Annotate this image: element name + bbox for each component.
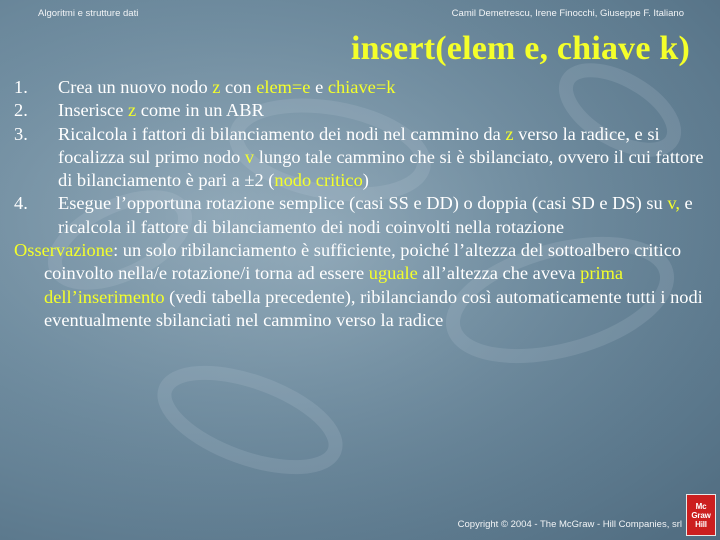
list-number: 1. bbox=[14, 77, 28, 97]
highlight-z: z bbox=[212, 77, 221, 97]
highlight-z: z bbox=[505, 123, 514, 144]
text: Ricalcola i fattori di bilanciamento dei nodi nel cammino da bbox=[58, 123, 506, 144]
list-item-4 bbox=[14, 192, 704, 239]
text: ) bbox=[362, 170, 369, 191]
text: : un solo ribilanciamento è sufficiente, poiché l’altezza del sottoalbero critico coinvolto nella/e rotazione/i torna ad essere bbox=[44, 240, 682, 284]
highlight-v: v, bbox=[667, 193, 680, 214]
header-course-title: Algoritmi e strutture dati bbox=[38, 8, 139, 19]
mcgraw-hill-logo bbox=[686, 494, 716, 536]
footer-copyright: Copyright © 2004 - The McGraw - Hill Companies, srl bbox=[457, 519, 682, 530]
highlight-nodo-critico: nodo critico bbox=[274, 170, 363, 191]
highlight-z: z bbox=[127, 100, 137, 121]
header-authors: Camil Demetrescu, Irene Finocchi, Giuseppe F. Italiano bbox=[451, 8, 684, 19]
text: Esegue l’opportuna rotazione semplice (casi SS e DD) o doppia (casi SD e DS) su bbox=[58, 193, 668, 214]
observation-paragraph bbox=[14, 239, 704, 332]
list-item-2 bbox=[14, 99, 704, 122]
text: e ricalcola il fattore di bilanciamento dei nodi coinvolti nella rotazione bbox=[58, 193, 693, 237]
list-number: 4. bbox=[14, 193, 28, 214]
text: come in un ABR bbox=[136, 100, 264, 121]
logo-text: Hill bbox=[695, 519, 707, 529]
text: e bbox=[310, 77, 328, 97]
highlight-elem: elem=e bbox=[256, 77, 311, 97]
text: verso la radice, e si focalizza sul primo nodo bbox=[58, 123, 660, 167]
slide-body bbox=[14, 76, 704, 332]
logo-text: Mc bbox=[695, 501, 707, 511]
text: all’altezza che aveva bbox=[417, 263, 581, 284]
logo-text: Graw bbox=[691, 510, 711, 520]
list-number: 2. bbox=[14, 100, 28, 121]
text: (vedi tabella precedente), ribilanciando così automaticamente tutti i nodi eventualmente sbilanciati nel cammino verso la radice bbox=[44, 286, 703, 330]
text: lungo tale cammino che si è sbilanciato, ovvero il cui fattore di bilanciamento è pari a ±2 ( bbox=[58, 146, 704, 191]
highlight-v: v bbox=[244, 146, 255, 167]
list-number: 3. bbox=[14, 123, 28, 144]
highlight-chiave: chiave=k bbox=[327, 77, 396, 97]
list-item-3 bbox=[14, 123, 704, 193]
text: con bbox=[220, 77, 257, 97]
highlight-uguale: uguale bbox=[368, 263, 418, 284]
text: Inserisce bbox=[58, 100, 128, 121]
list-item-1 bbox=[14, 76, 704, 99]
observation-label: Osservazione bbox=[14, 240, 114, 261]
slide-title: insert(elem e, chiave k) bbox=[350, 30, 690, 67]
text: Crea un nuovo nodo bbox=[58, 77, 213, 97]
highlight-prima-inserimento: prima dell’inserimento bbox=[44, 263, 624, 307]
